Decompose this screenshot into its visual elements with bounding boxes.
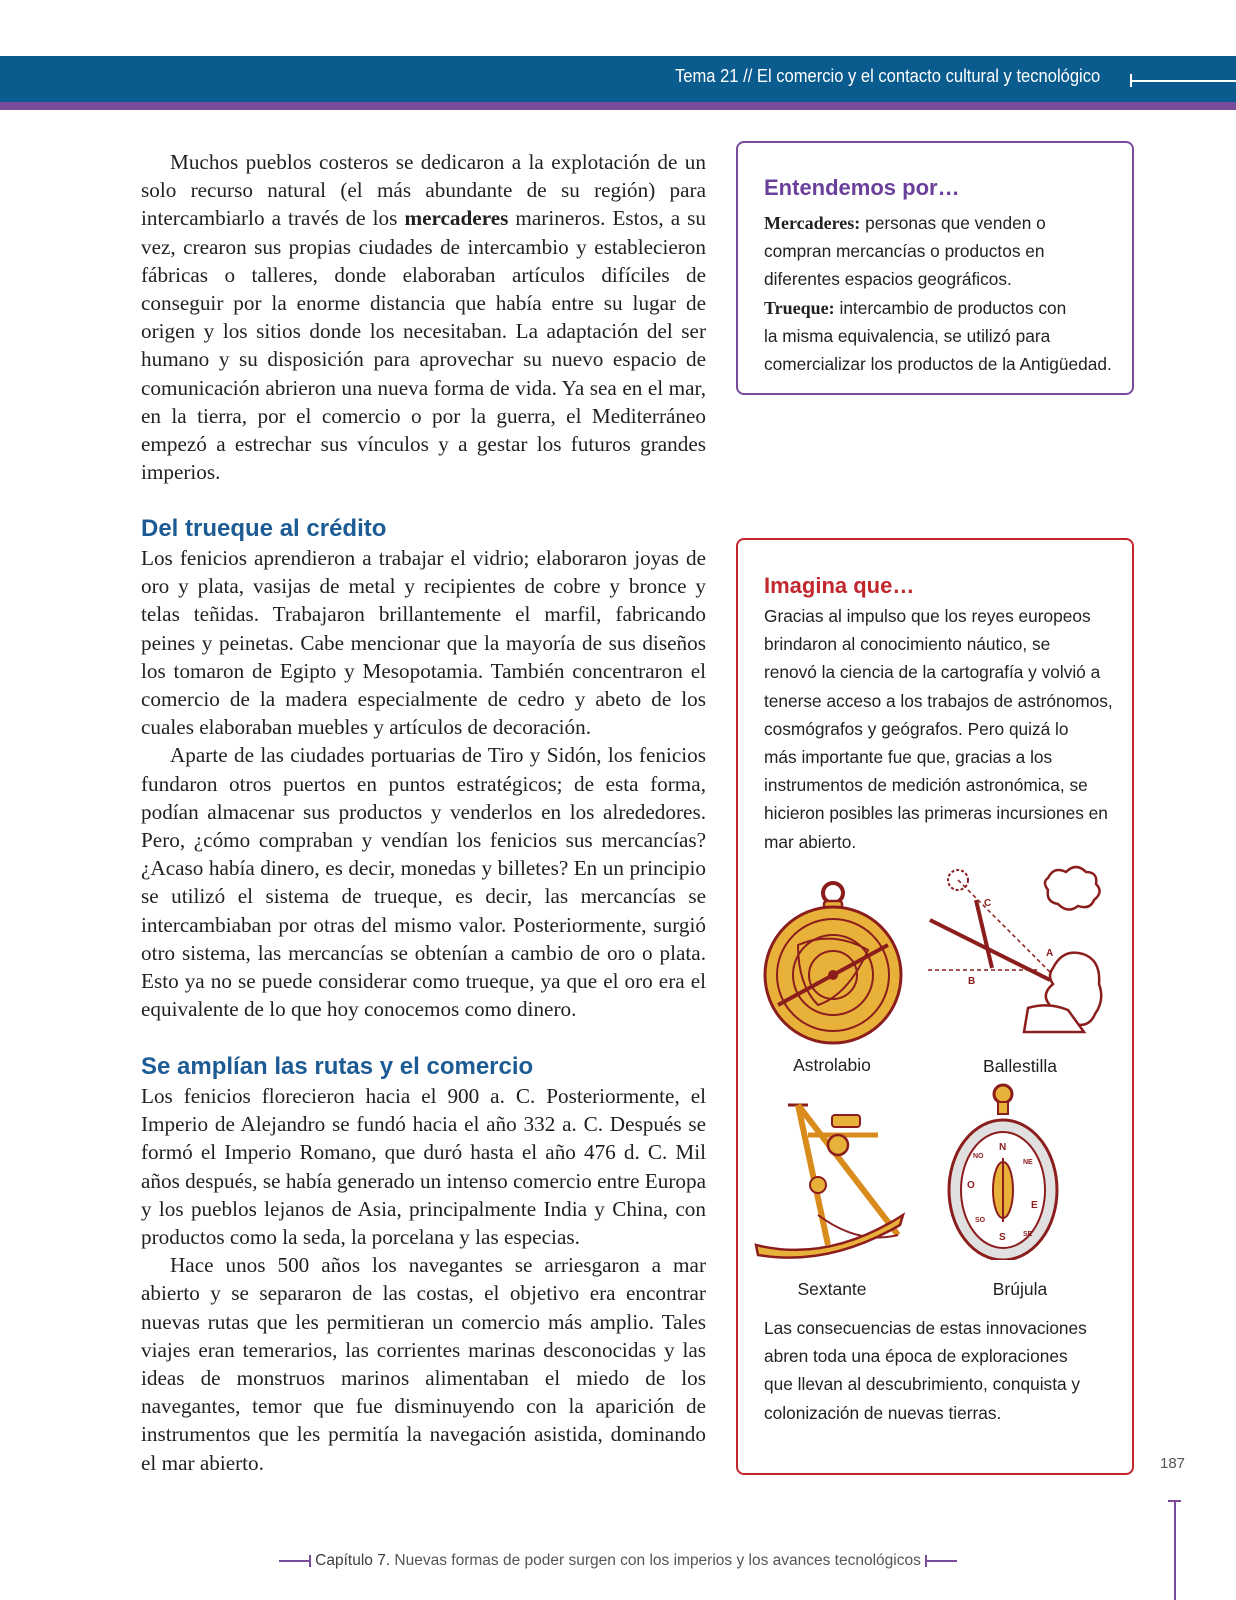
- section-heading: Del trueque al crédito: [141, 515, 387, 542]
- term-mercaderes: mercaderes: [404, 206, 509, 231]
- definitions-box: [736, 141, 1134, 395]
- section-trueque: [141, 514, 706, 1023]
- compass-letter: S: [999, 1232, 1006, 1243]
- chapter-footer: [0, 1552, 1236, 1570]
- footer-rule: [279, 1560, 311, 1562]
- compass-letter: E: [1031, 1200, 1038, 1211]
- instrument-caption: Astrolabio: [793, 1055, 871, 1075]
- sextant-illustration: [748, 1095, 918, 1265]
- compass-letter: O: [967, 1180, 975, 1191]
- compass-letter: SE: [1023, 1231, 1033, 1238]
- ballestilla-letter: C: [984, 898, 992, 909]
- instrument-caption: Brújula: [992, 1279, 1048, 1299]
- section-paragraph: Aparte de las ciudades portuarias de Tiro y Sidón, los fenicios fundaron otros puertos en puntos estratégicos; de esta forma, podían almacenar sus productos y venderlos en los alrededores. Pero, ¿cómo compraban y vendían los fenicios sus mercancías? ¿Acaso había dinero, es decir, monedas y billetes? En un principio se utilizó el sistema de trueque, es decir, las mercancías se intercambiaban por otras del mismo valor. Posteriormente, surgió otro sistema, las mercancías se obtenían a cambio de oro o plata. Esto ya no se puede considerar como trueque, ya que el oro era el equivalente de lo que hoy conocemos como dinero.: [141, 743, 706, 1022]
- compass-illustration: [943, 1080, 1063, 1260]
- ballestilla-letter: A: [1046, 948, 1054, 959]
- page-number: 187: [1160, 1455, 1186, 1472]
- chapter-label: Capítulo 7.: [315, 1552, 391, 1569]
- section-rutas: [141, 1052, 706, 1477]
- definitions-text: Mercaderes: personas que venden o compran mercancías o productos en diferentes espacios geográficos. Trueque: intercambio de productos con la misma equivalencia, se utilizó para comercializar los productos de la Antigüedad.: [764, 213, 1112, 375]
- imagina-conclusion: Las consecuencias de estas innovaciones abren toda una época de exploraciones que llevan al descubrimiento, conquista y colonización de nuevas tierras.: [764, 1318, 1087, 1423]
- chapter-title: Nuevas formas de poder surgen con los imperios y los avances tecnológicos: [390, 1552, 921, 1569]
- compass-letter: N: [999, 1142, 1007, 1153]
- footer-rule: [925, 1560, 957, 1562]
- section-heading: Se amplían las rutas y el comercio: [141, 1053, 534, 1080]
- header-rule: [1130, 80, 1236, 82]
- section-paragraph: Los fenicios aprendieron a trabajar el vidrio; elaboraron joyas de oro y plata, vasijas de metal y recipientes de cobre y bronce y telas teñidas. Trabajaron brillantemente el marfil, fabricando peines y peinetas. Cabe mencionar que la mayoría de sus diseños los tomaron de Egipto y Mesopotamia. También concentraron el comercio de la madera especialmente de cedro y abeto de los cuales elaboraban muebles y artículos de decoración.: [141, 546, 706, 740]
- imagina-box: [736, 538, 1134, 1475]
- intro-text: [141, 148, 706, 486]
- intro-paragraph: Muchos pueblos costeros se dedicaron a la explotación de un solo recurso natural (el más abundante de su región) para intercambiarlo a través de los mercaderes marineros. Estos, a su vez, crearon sus propias ciudades de intercambio y establecieron fábricas o talleres, donde elaboraban artículos difíciles de conseguir por la enorme distancia que había entre su lugar de origen y los sitios donde los necesitaban. La adaptación del ser humano y su disposición para aprovechar su nuevo espacio de comunicación abrieron una nueva forma de vida. Ya sea en el mar, en la tierra, por el comercio o por la guerra, el Mediterráneo empezó a estrechar sus vínculos y a gestar los futuros grandes imperios.: [141, 150, 706, 485]
- header-accent-stripe: [0, 102, 1236, 110]
- definition-term: Trueque:: [764, 297, 835, 318]
- imagina-text: Gracias al impulso que los reyes europeos brindaron al conocimiento náutico, se renovó la ciencia de la cartografía y volvió a tenerse acceso a los trabajos de astrónomos, cosmógrafos y geógrafos. Pero quizá lo más importante fue que, gracias a los instrumentos de medición astronómica, se hicieron posibles las primeras incursiones en mar abierto.: [764, 606, 1113, 852]
- astrolabe-illustration: [758, 875, 908, 1045]
- section-paragraph: Los fenicios florecieron hacia el 900 a. C. Posteriormente, el Imperio de Alejandro se fundó hacia el año 332 a. C. Después se formó el Imperio Romano, que duró hasta el año 476 d. C. Mil años después, se había generado un intenso comercio entre Europa y los pueblos lejanos de Asia, principalmente India y China, con productos como la seda, la porcelana y las especias.: [141, 1084, 706, 1250]
- imagina-title: Imagina que…: [764, 573, 915, 598]
- topic-title: Tema 21 // El comercio y el contacto cultural y tecnológico: [674, 66, 1100, 86]
- compass-letter: SO: [975, 1217, 986, 1224]
- ballestilla-letter: B: [968, 976, 976, 987]
- ballestilla-illustration: [928, 858, 1118, 1038]
- compass-letter: NO: [973, 1153, 984, 1160]
- instrument-caption: Sextante: [797, 1279, 867, 1299]
- side-rule: [1174, 1500, 1176, 1600]
- instrument-caption: Ballestilla: [983, 1056, 1057, 1076]
- definition-term: Mercaderes:: [764, 213, 861, 233]
- compass-letter: NE: [1023, 1159, 1033, 1166]
- definitions-title: Entendemos por…: [764, 175, 960, 200]
- section-paragraph: Hace unos 500 años los navegantes se arriesgaron a mar abierto y se separaron de las costas, el objetivo era encontrar nuevas rutas que les permitieran un comercio más amplio. Tales viajes eran temerarios, las corrientes marinas desconocidas y las ideas de monstruos marinos alimentaban el miedo de los navegantes, temor que fue disminuyendo con la aparición de instrumentos que les permitía la navegación asistida, dominando el mar abierto.: [141, 1253, 706, 1475]
